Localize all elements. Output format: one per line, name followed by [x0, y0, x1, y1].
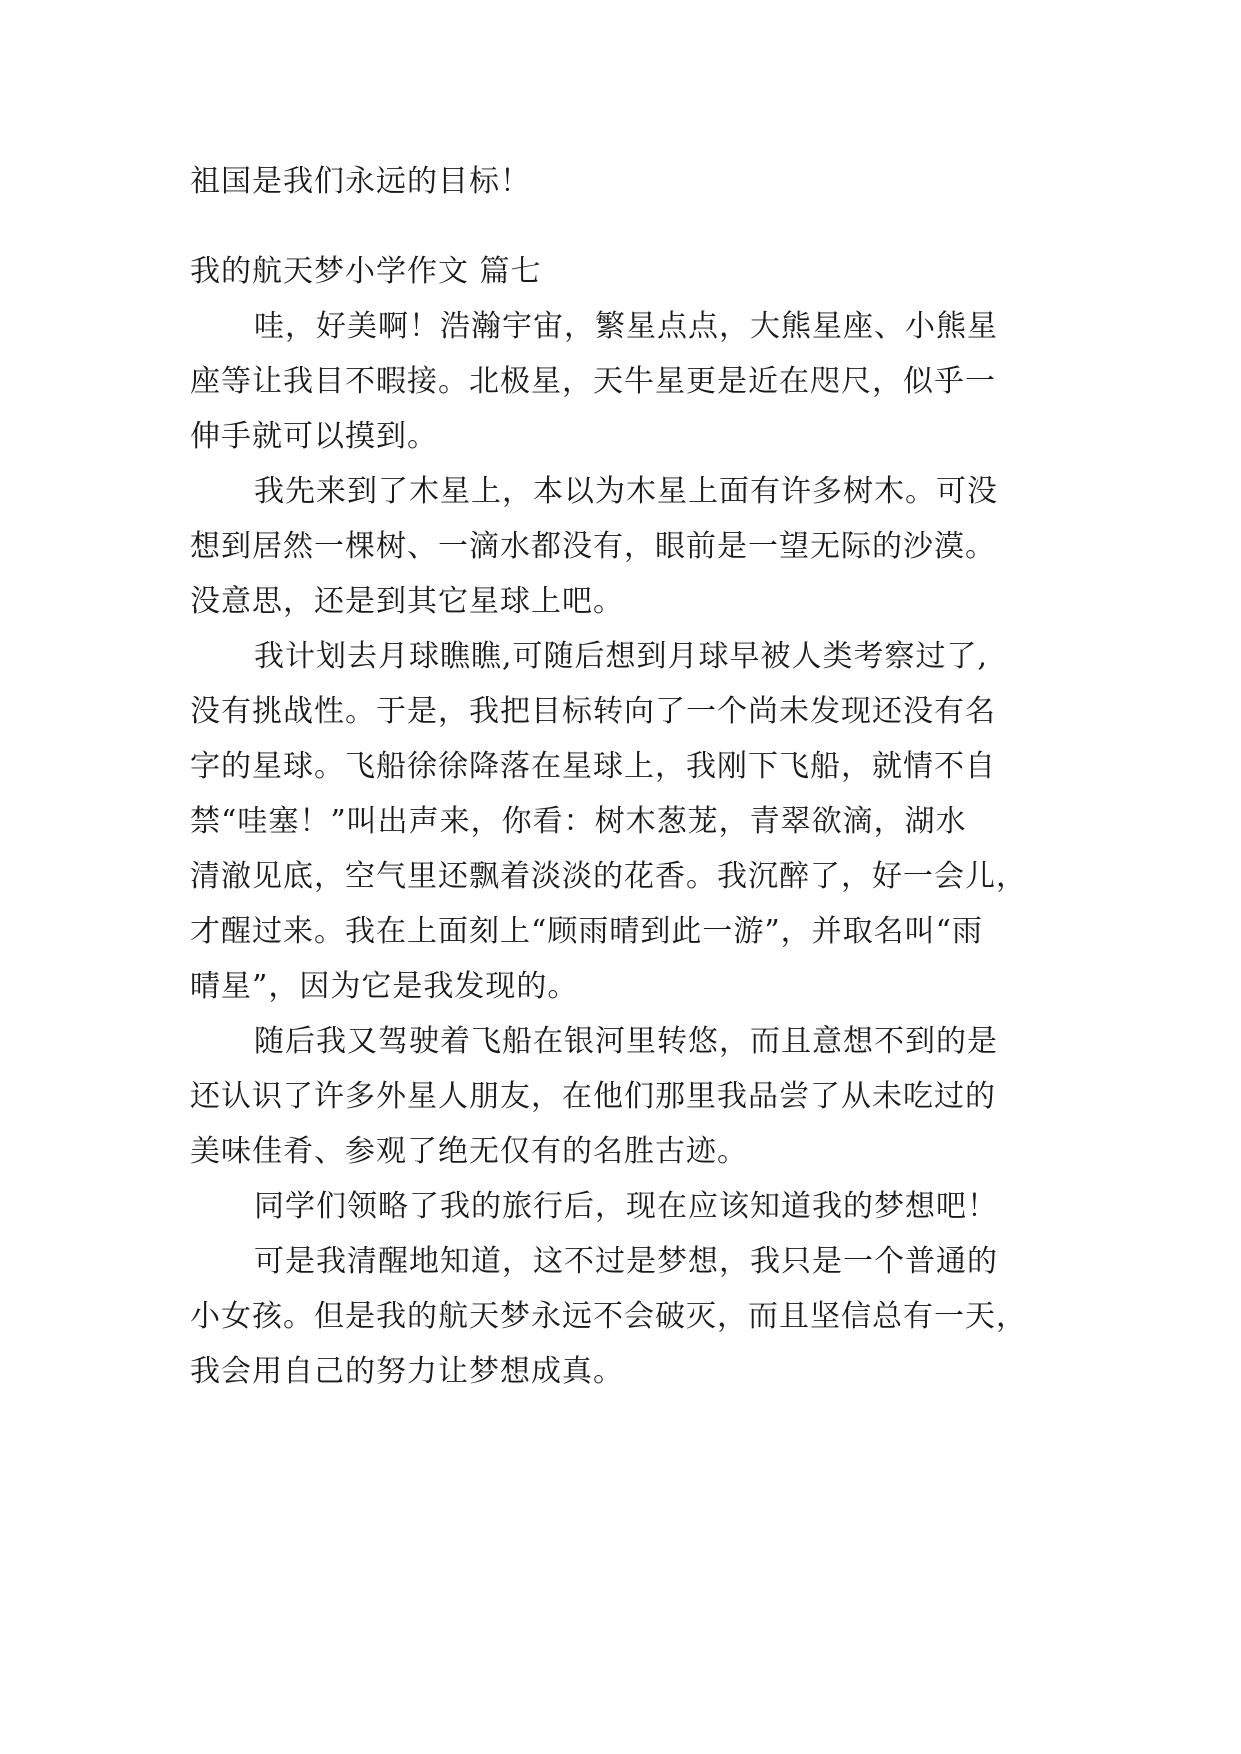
paragraph-3-line-6: 才醒过来。我在上面刻上“顾雨晴到此一游”，并取名叫“雨	[190, 914, 984, 949]
essay-title: 我的航天梦小学作文 篇七	[190, 254, 542, 289]
paragraph-6-line-2: 小女孩。但是我的航天梦永远不会破灭，而且坚信总有一天，	[190, 1299, 1027, 1334]
paragraph-4-line-3: 美味佳肴、参观了绝无仅有的名胜古迹。	[190, 1134, 748, 1169]
paragraph-2-line-3: 没意思，还是到其它星球上吧。	[190, 584, 624, 619]
paragraph-5-line-1: 同学们领略了我的旅行后，现在应该知道我的梦想吧！	[254, 1189, 998, 1224]
paragraph-4-line-1: 随后我又驾驶着飞船在银河里转悠，而且意想不到的是	[254, 1024, 998, 1059]
paragraph-3-line-1: 我计划去月球瞧瞧,可随后想到月球早被人类考察过了,	[254, 639, 989, 674]
paragraph-2-line-1: 我先来到了木星上，本以为木星上面有许多树木。可没	[254, 474, 998, 509]
paragraph-1-line-2: 座等让我目不暇接。北极星，天牛星更是近在咫尺，似乎一	[190, 364, 996, 399]
paragraph-6-line-1: 可是我清醒地知道，这不过是梦想，我只是一个普通的	[254, 1244, 998, 1279]
closing-line: 祖国是我们永远的目标！	[190, 164, 531, 199]
paragraph-2-line-2: 想到居然一棵树、一滴水都没有，眼前是一望无际的沙漠。	[190, 529, 996, 564]
paragraph-1-line-3: 伸手就可以摸到。	[190, 419, 438, 454]
paragraph-3-line-4: 禁“哇塞！”叫出声来，你看：树木葱茏，青翠欲滴，湖水	[190, 804, 967, 839]
paragraph-3-line-3: 字的星球。飞船徐徐降落在星球上，我刚下飞船，就情不自	[190, 749, 996, 784]
paragraph-3-line-2: 没有挑战性。于是，我把目标转向了一个尚未发现还没有名	[190, 694, 996, 729]
paragraph-3-line-5: 清澈见底，空气里还飘着淡淡的花香。我沉醉了，好一会儿，	[190, 859, 1027, 894]
paragraph-6-line-3: 我会用自己的努力让梦想成真。	[190, 1354, 624, 1389]
paragraph-4-line-2: 还认识了许多外星人朋友，在他们那里我品尝了从未吃过的	[190, 1079, 996, 1114]
paragraph-1-line-1: 哇，好美啊！浩瀚宇宙，繁星点点，大熊星座、小熊星	[254, 309, 998, 344]
paragraph-3-line-7: 晴星”，因为它是我发现的。	[190, 969, 579, 1004]
